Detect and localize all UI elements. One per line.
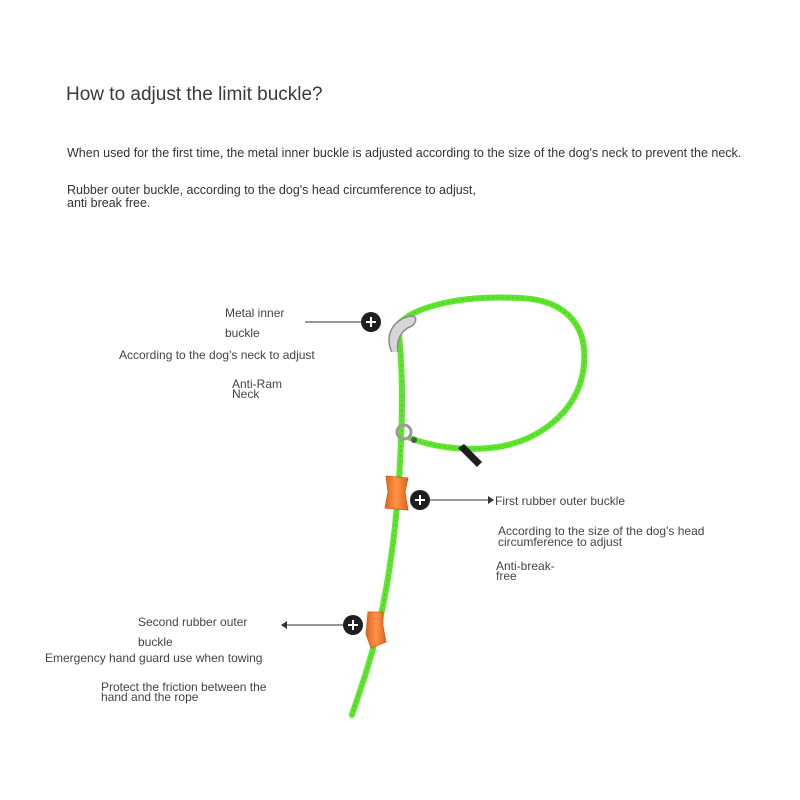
metal-inner-description: According to the dog's neck to adjust: [119, 348, 315, 362]
intro-paragraph-2a: Rubber outer buckle, according to the dog's head circumference to adjust,: [67, 183, 476, 197]
rope-loop: [398, 298, 584, 449]
intro-paragraph-1: When used for the first time, the metal inner buckle is adjusted according to the size of the dog's neck to prevent the neck.: [67, 146, 742, 160]
second-rubber-label-a: Second rubber outer: [138, 615, 248, 629]
plus-marker-icon: [410, 490, 430, 510]
first-rubber-description-a: According to the size of the dog's head: [498, 524, 705, 538]
plus-marker-icon: [361, 312, 381, 332]
metal-inner-label-a: Metal inner: [225, 306, 285, 320]
intro-paragraph-2b: anti break free.: [67, 196, 151, 210]
first-rubber-buckle: [385, 476, 408, 510]
second-rubber-buckle: [366, 612, 386, 648]
metal-inner-label-b: buckle: [225, 326, 260, 340]
page-title: How to adjust the limit buckle?: [66, 84, 323, 105]
first-rubber-note-a: Anti-break-: [496, 559, 555, 573]
metal-inner-note-b: Neck: [232, 387, 260, 401]
plus-marker-icon: [343, 615, 363, 635]
rope-lead: [352, 325, 402, 715]
second-rubber-note-a: Protect the friction between the: [101, 680, 267, 694]
second-rubber-note-b: hand and the rope: [101, 690, 199, 704]
metal-inner-note-a: Anti-Ram: [232, 377, 283, 391]
first-rubber-description-b: circumference to adjust: [498, 535, 623, 549]
second-rubber-description: Emergency hand guard use when towing: [45, 651, 263, 665]
first-rubber-label: First rubber outer buckle: [495, 494, 626, 508]
first-rubber-note-b: free: [496, 569, 517, 583]
second-rubber-label-b: buckle: [138, 635, 173, 649]
